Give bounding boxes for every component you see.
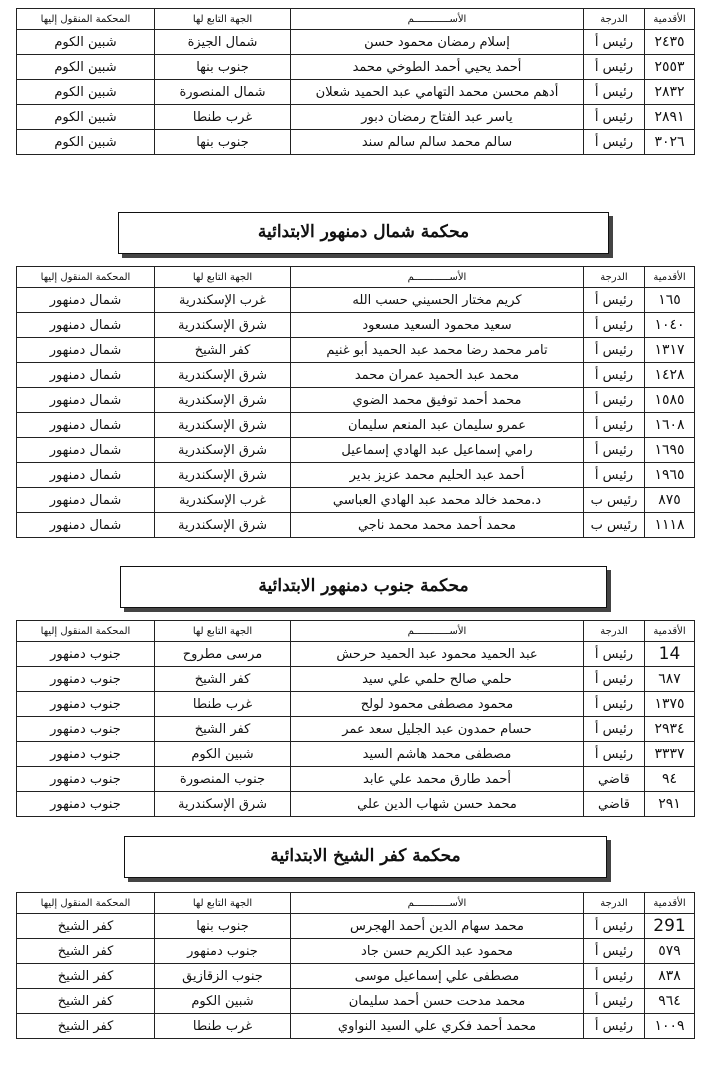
section-2-table <box>16 620 695 817</box>
court-to-cell: شمال دمنهور <box>17 488 155 513</box>
degree-cell: رئيس أ <box>584 388 645 413</box>
court-to-cell: شمال دمنهور <box>17 363 155 388</box>
section-3-table <box>16 892 695 1039</box>
seniority-cell: ٢٩٣٤ <box>645 717 695 742</box>
table-row <box>17 130 695 155</box>
table-row <box>17 717 695 742</box>
court-to-cell: شمال دمنهور <box>17 463 155 488</box>
court-to-cell: كفر الشيخ <box>17 914 155 939</box>
degree-cell: رئيس أ <box>584 642 645 667</box>
court-to-cell: شبين الكوم <box>17 55 155 80</box>
seniority-cell: ٩٦٤ <box>645 989 695 1014</box>
authority-cell: غرب طنطا <box>155 692 291 717</box>
header-court-to: المحكمة المنقول إليها <box>17 621 155 642</box>
name-cell: عمرو سليمان عبد المنعم سليمان <box>291 413 584 438</box>
table-row <box>17 792 695 817</box>
name-cell: محمد أحمد فكري علي السيد النواوي <box>291 1014 584 1039</box>
degree-cell: رئيس أ <box>584 313 645 338</box>
name-cell: محمد حسن شهاب الدين علي <box>291 792 584 817</box>
name-cell: مصطفى محمد هاشم السيد <box>291 742 584 767</box>
header-authority: الجهة التابع لها <box>155 621 291 642</box>
degree-cell: رئيس أ <box>584 413 645 438</box>
authority-cell: شبين الكوم <box>155 989 291 1014</box>
name-cell: رامي إسماعيل عبد الهادي إسماعيل <box>291 438 584 463</box>
seniority-cell: ١٦٠٨ <box>645 413 695 438</box>
section-1-table <box>16 266 695 538</box>
table-row <box>17 1014 695 1039</box>
authority-cell: جنوب بنها <box>155 914 291 939</box>
court-to-cell: جنوب دمنهور <box>17 667 155 692</box>
seniority-cell: ٢٨٩١ <box>645 105 695 130</box>
degree-cell: رئيس أ <box>584 130 645 155</box>
degree-cell: رئيس أ <box>584 30 645 55</box>
header-seniority: الأقدمية <box>645 9 695 30</box>
header-degree: الدرجة <box>584 267 645 288</box>
court-to-cell: جنوب دمنهور <box>17 692 155 717</box>
section-title: محكمة جنوب دمنهور الابتدائية <box>120 566 607 608</box>
table-row <box>17 463 695 488</box>
seniority-cell: 291 <box>645 914 695 939</box>
header-seniority: الأقدمية <box>645 267 695 288</box>
degree-cell: رئيس أ <box>584 338 645 363</box>
table-row <box>17 939 695 964</box>
court-to-cell: شمال دمنهور <box>17 313 155 338</box>
title-shadow <box>124 608 611 612</box>
seniority-cell: ١٤٢٨ <box>645 363 695 388</box>
header-name: الأســــــــــــم <box>291 893 584 914</box>
seniority-cell: ٢٥٥٣ <box>645 55 695 80</box>
name-cell: محمود عبد الكريم حسن جاد <box>291 939 584 964</box>
table-row <box>17 105 695 130</box>
court-to-cell: جنوب دمنهور <box>17 717 155 742</box>
table-row <box>17 667 695 692</box>
title-shadow <box>607 840 611 882</box>
degree-cell: رئيس أ <box>584 667 645 692</box>
name-cell: محمد مدحت حسن أحمد سليمان <box>291 989 584 1014</box>
header-authority: الجهة التابع لها <box>155 9 291 30</box>
court-to-cell: كفر الشيخ <box>17 939 155 964</box>
table-row <box>17 313 695 338</box>
authority-cell: شرق الإسكندرية <box>155 313 291 338</box>
header-court-to: المحكمة المنقول إليها <box>17 9 155 30</box>
court-to-cell: جنوب دمنهور <box>17 642 155 667</box>
header-row <box>17 267 695 288</box>
degree-cell: رئيس أ <box>584 80 645 105</box>
header-authority: الجهة التابع لها <box>155 267 291 288</box>
seniority-cell: ١٦٥ <box>645 288 695 313</box>
table-row <box>17 363 695 388</box>
name-cell: أحمد عبد الحليم محمد عزيز بدير <box>291 463 584 488</box>
degree-cell: رئيس أ <box>584 989 645 1014</box>
table-row <box>17 989 695 1014</box>
authority-cell: غرب الإسكندرية <box>155 488 291 513</box>
table-row <box>17 30 695 55</box>
table-row <box>17 413 695 438</box>
name-cell: أحمد يحيي أحمد الطوخي محمد <box>291 55 584 80</box>
authority-cell: جنوب بنها <box>155 55 291 80</box>
name-cell: مصطفى علي إسماعيل موسى <box>291 964 584 989</box>
seniority-cell: ٩٤ <box>645 767 695 792</box>
table-row <box>17 513 695 538</box>
title-shadow <box>607 570 611 612</box>
degree-cell: رئيس أ <box>584 1014 645 1039</box>
authority-cell: كفر الشيخ <box>155 667 291 692</box>
table-row <box>17 488 695 513</box>
degree-cell: رئيس أ <box>584 717 645 742</box>
seniority-cell: ٢٤٣٥ <box>645 30 695 55</box>
seniority-cell: ١٥٨٥ <box>645 388 695 413</box>
authority-cell: مرسى مطروح <box>155 642 291 667</box>
seniority-cell: ١٣١٧ <box>645 338 695 363</box>
header-seniority: الأقدمية <box>645 621 695 642</box>
court-to-cell: شبين الكوم <box>17 30 155 55</box>
court-to-cell: شبين الكوم <box>17 105 155 130</box>
seniority-cell: ٢٩١ <box>645 792 695 817</box>
header-name: الأســــــــــــم <box>291 621 584 642</box>
authority-cell: غرب طنطا <box>155 1014 291 1039</box>
seniority-cell: ٣٣٣٧ <box>645 742 695 767</box>
authority-cell: شرق الإسكندرية <box>155 513 291 538</box>
degree-cell: رئيس أ <box>584 742 645 767</box>
authority-cell: شرق الإسكندرية <box>155 438 291 463</box>
authority-cell: كفر الشيخ <box>155 717 291 742</box>
name-cell: محمد عبد الحميد عمران محمد <box>291 363 584 388</box>
seniority-cell: ٣٠٢٦ <box>645 130 695 155</box>
seniority-cell: ٨٣٨ <box>645 964 695 989</box>
table-row <box>17 692 695 717</box>
header-court-to: المحكمة المنقول إليها <box>17 267 155 288</box>
name-cell: سالم محمد سالم سالم سند <box>291 130 584 155</box>
header-row <box>17 893 695 914</box>
seniority-cell: ٨٧٥ <box>645 488 695 513</box>
court-to-cell: شمال دمنهور <box>17 438 155 463</box>
court-to-cell: شمال دمنهور <box>17 288 155 313</box>
section-0-table <box>16 8 695 155</box>
degree-cell: رئيس أ <box>584 463 645 488</box>
degree-cell: رئيس أ <box>584 288 645 313</box>
degree-cell: رئيس أ <box>584 939 645 964</box>
name-cell: محمود مصطفى محمود لولح <box>291 692 584 717</box>
name-cell: عبد الحميد محمود عبد الحميد حرحش <box>291 642 584 667</box>
authority-cell: شرق الإسكندرية <box>155 463 291 488</box>
seniority-cell: 14 <box>645 642 695 667</box>
seniority-cell: ٦٨٧ <box>645 667 695 692</box>
degree-cell: رئيس أ <box>584 55 645 80</box>
header-row <box>17 621 695 642</box>
table-row <box>17 742 695 767</box>
table-row <box>17 964 695 989</box>
name-cell: محمد سهام الدين أحمد الهجرس <box>291 914 584 939</box>
degree-cell: رئيس أ <box>584 914 645 939</box>
authority-cell: شمال المنصورة <box>155 80 291 105</box>
name-cell: حلمي صالح حلمي علي سيد <box>291 667 584 692</box>
name-cell: محمد أحمد محمد محمد ناجي <box>291 513 584 538</box>
authority-cell: شرق الإسكندرية <box>155 413 291 438</box>
name-cell: أحمد طارق محمد علي عابد <box>291 767 584 792</box>
name-cell: حسام حمدون عبد الجليل سعد عمر <box>291 717 584 742</box>
court-to-cell: جنوب دمنهور <box>17 792 155 817</box>
name-cell: إسلام رمضان محمود حسن <box>291 30 584 55</box>
authority-cell: كفر الشيخ <box>155 338 291 363</box>
court-to-cell: كفر الشيخ <box>17 1014 155 1039</box>
name-cell: ياسر عبد الفتاح رمضان دبور <box>291 105 584 130</box>
table-row <box>17 767 695 792</box>
header-court-to: المحكمة المنقول إليها <box>17 893 155 914</box>
authority-cell: غرب طنطا <box>155 105 291 130</box>
table-row <box>17 80 695 105</box>
name-cell: محمد أحمد توفيق محمد الضوي <box>291 388 584 413</box>
seniority-cell: ١٩٦٥ <box>645 463 695 488</box>
seniority-cell: ٢٨٣٢ <box>645 80 695 105</box>
header-degree: الدرجة <box>584 621 645 642</box>
degree-cell: رئيس ب <box>584 513 645 538</box>
court-to-cell: شمال دمنهور <box>17 513 155 538</box>
authority-cell: جنوب بنها <box>155 130 291 155</box>
court-to-cell: شبين الكوم <box>17 80 155 105</box>
court-to-cell: شمال دمنهور <box>17 388 155 413</box>
authority-cell: جنوب الزقازيق <box>155 964 291 989</box>
header-degree: الدرجة <box>584 9 645 30</box>
authority-cell: شرق الإسكندرية <box>155 388 291 413</box>
table-row <box>17 55 695 80</box>
header-seniority: الأقدمية <box>645 893 695 914</box>
degree-cell: رئيس أ <box>584 692 645 717</box>
authority-cell: شمال الجيزة <box>155 30 291 55</box>
table-row <box>17 288 695 313</box>
table-row <box>17 338 695 363</box>
seniority-cell: ١١١٨ <box>645 513 695 538</box>
authority-cell: غرب الإسكندرية <box>155 288 291 313</box>
name-cell: سعيد محمود السعيد مسعود <box>291 313 584 338</box>
court-to-cell: شمال دمنهور <box>17 413 155 438</box>
authority-cell: شرق الإسكندرية <box>155 363 291 388</box>
name-cell: د.محمد خالد محمد عبد الهادي العباسي <box>291 488 584 513</box>
degree-cell: قاضي <box>584 767 645 792</box>
authority-cell: جنوب دمنهور <box>155 939 291 964</box>
authority-cell: شرق الإسكندرية <box>155 792 291 817</box>
name-cell: كريم مختار الحسيني حسب الله <box>291 288 584 313</box>
court-to-cell: جنوب دمنهور <box>17 767 155 792</box>
seniority-cell: ٥٧٩ <box>645 939 695 964</box>
section-title: محكمة شمال دمنهور الابتدائية <box>118 212 609 254</box>
degree-cell: رئيس ب <box>584 488 645 513</box>
title-shadow <box>122 254 613 258</box>
seniority-cell: ١٣٧٥ <box>645 692 695 717</box>
degree-cell: رئيس أ <box>584 964 645 989</box>
table-row <box>17 438 695 463</box>
court-to-cell: كفر الشيخ <box>17 989 155 1014</box>
degree-cell: رئيس أ <box>584 363 645 388</box>
court-to-cell: جنوب دمنهور <box>17 742 155 767</box>
court-to-cell: شبين الكوم <box>17 130 155 155</box>
section-title: محكمة كفر الشيخ الابتدائية <box>124 836 607 878</box>
authority-cell: جنوب المنصورة <box>155 767 291 792</box>
authority-cell: شبين الكوم <box>155 742 291 767</box>
header-name: الأســــــــــــم <box>291 9 584 30</box>
court-to-cell: كفر الشيخ <box>17 964 155 989</box>
seniority-cell: ١٠٤٠ <box>645 313 695 338</box>
title-shadow <box>609 216 613 258</box>
header-name: الأســــــــــــم <box>291 267 584 288</box>
name-cell: تامر محمد رضا محمد عبد الحميد أبو غنيم <box>291 338 584 363</box>
degree-cell: رئيس أ <box>584 105 645 130</box>
header-authority: الجهة التابع لها <box>155 893 291 914</box>
seniority-cell: ١٠٠٩ <box>645 1014 695 1039</box>
header-degree: الدرجة <box>584 893 645 914</box>
name-cell: أدهم محسن محمد التهامي عبد الحميد شعلان <box>291 80 584 105</box>
header-row <box>17 9 695 30</box>
table-row <box>17 914 695 939</box>
title-shadow <box>128 878 611 882</box>
degree-cell: قاضي <box>584 792 645 817</box>
table-row <box>17 388 695 413</box>
table-row <box>17 642 695 667</box>
degree-cell: رئيس أ <box>584 438 645 463</box>
seniority-cell: ١٦٩٥ <box>645 438 695 463</box>
court-to-cell: شمال دمنهور <box>17 338 155 363</box>
